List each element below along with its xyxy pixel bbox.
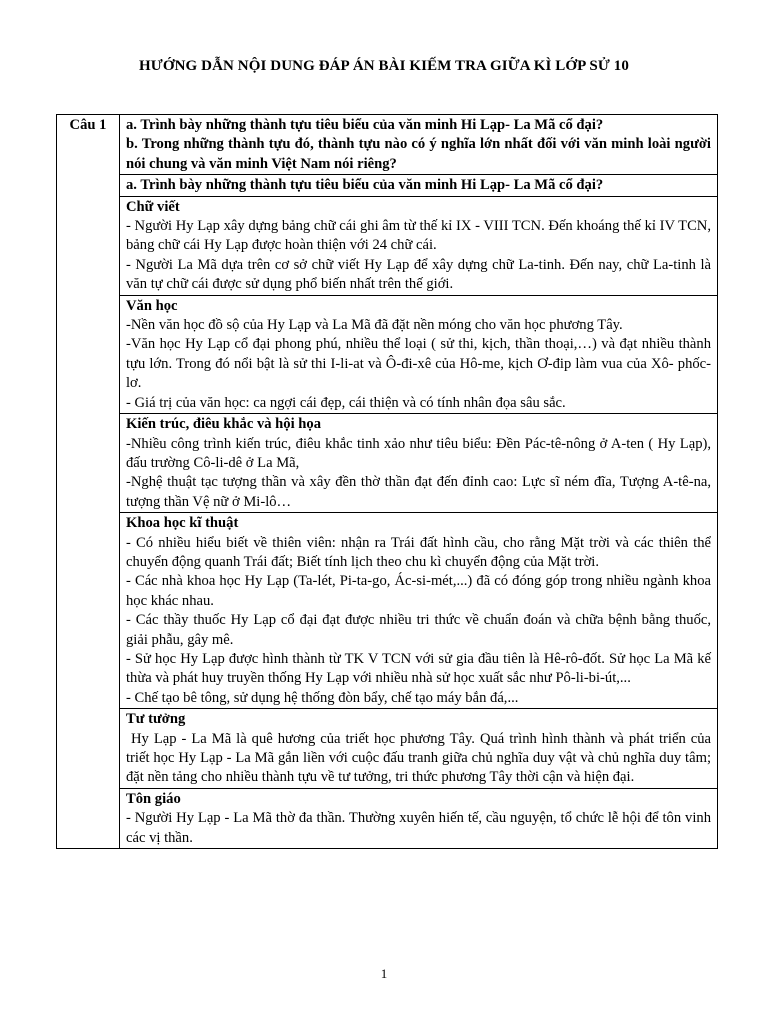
paragraph: -Nhiều công trình kiến trúc, điêu khắc tinh xảo như tiêu biểu: Đền Pác-tê-nông ở A-ten ( Hy Lạp), đấu trường Cô-li-dê ở La Mã, bbox=[126, 435, 711, 471]
section-chu-viet bbox=[120, 196, 718, 295]
paragraph: -Nền văn học đồ sộ của Hy Lạp và La Mã đã đặt nền móng cho văn học phương Tây. bbox=[126, 317, 623, 334]
paragraph: - Sử học Hy Lạp được hình thành từ TK V TCN với sử gia đầu tiên là Hê-rô-đốt. Sử học La Mã kế thừa và phát huy truyền thống Hy Lạp với nhiều nhà sử học xuất sắc như Pô-li-bi-út,... bbox=[126, 650, 711, 687]
paragraph: -Nghệ thuật tạc tượng thần và xây đền thờ thần đạt đến đỉnh cao: Lực sĩ ném đĩa, Tượng A-tê-na, tượng thần Vệ nữ ở Mi-lô… bbox=[126, 474, 711, 510]
paragraph: Hy Lạp - La Mã là quê hương của triết học phương Tây. Quá trình hình thành và phát triển của triết học Hy Lạp - La Mã gắn liền với cuộc đấu tranh giữa chủ nghĩa duy vật và chủ nghĩa duy tâm; đặt nền tảng cho nhiều thành tựu về tư tưởng, tri thức phương Tây thời cận và hiện đại. bbox=[126, 730, 711, 786]
question-part-b: b. Trong những thành tựu đó, thành tựu nào có ý nghĩa lớn nhất đối với văn minh loài người nói chung và văn minh Việt Nam nói riêng? bbox=[126, 136, 711, 172]
paragraph: - Người La Mã dựa trên cơ sở chữ viết Hy Lạp để xây dựng chữ La-tinh. Đến nay, chữ La-tinh là văn tự chữ cái được sử dụng phổ biến nhất trên thế giới. bbox=[126, 256, 711, 293]
question-cell bbox=[120, 115, 718, 175]
table-row-tu-tuong bbox=[57, 709, 718, 789]
table-row-kien-truc bbox=[57, 414, 718, 513]
section-heading-van-hoc: Văn học bbox=[126, 297, 178, 314]
paragraph: - Các thầy thuốc Hy Lạp cổ đại đạt được nhiều tri thức về chuẩn đoán và chữa bệnh bằng thuốc, giải phẫu, gây mê. bbox=[126, 612, 711, 648]
table-row-ton-giao bbox=[57, 788, 718, 848]
table-row-question bbox=[57, 115, 718, 175]
table-row-answer-heading bbox=[57, 175, 718, 196]
table-row-khoa-hoc bbox=[57, 513, 718, 709]
question-part-a: a. Trình bày những thành tựu tiêu biểu của văn minh Hi Lạp- La Mã cổ đại? bbox=[126, 117, 604, 133]
paragraph: - Chế tạo bê tông, sử dụng hệ thống đòn bẩy, chế tạo máy bắn đá,... bbox=[126, 689, 519, 706]
table-row-van-hoc bbox=[57, 295, 718, 413]
section-heading-ton-giao: Tôn giáo bbox=[126, 790, 181, 807]
paragraph: - Có nhiều hiểu biết về thiên viên: nhận ra Trái đất hình cầu, cho rằng Mặt trời và các thiên thể chuyển động quanh Trái đất; Biết tính lịch theo chu kì chuyển động của Mặt trời. bbox=[126, 534, 711, 570]
paragraph: - Giá trị của văn học: ca ngợi cái đẹp, cái thiện và có tính nhân đọa sâu sắc. bbox=[126, 394, 566, 411]
answer-table bbox=[56, 114, 718, 849]
section-kien-truc bbox=[120, 414, 718, 513]
section-heading-tu-tuong: Tư tưởng bbox=[126, 711, 186, 728]
table-row-chu-viet bbox=[57, 196, 718, 295]
section-van-hoc bbox=[120, 295, 718, 413]
paragraph: - Người Hy Lạp xây dựng bảng chữ cái ghi âm từ thế kỉ IX - VIII TCN. Đến khoáng thế kỉ IV TCN, bảng chữ cái Hy Lạp được hoàn thiện với 24 chữ cái. bbox=[126, 218, 711, 254]
section-khoa-hoc bbox=[120, 513, 718, 709]
paragraph: - Người Hy Lạp - La Mã thờ đa thần. Thường xuyên hiến tế, cầu nguyện, tổ chức lễ hội để tôn vinh các vị thần. bbox=[126, 810, 711, 846]
page-number: 1 bbox=[380, 966, 388, 981]
answer-heading: a. Trình bày những thành tựu tiêu biểu của văn minh Hi Lạp- La Mã cổ đại? bbox=[126, 177, 604, 194]
paragraph: - Các nhà khoa học Hy Lạp (Ta-lét, Pi-ta-go, Ác-si-mét,...) đã có đóng góp trong nhiều ngành khoa học khác nhau. bbox=[126, 573, 711, 609]
section-ton-giao bbox=[120, 788, 718, 848]
section-heading-kien-truc: Kiến trúc, điêu khắc và hội họa bbox=[126, 416, 322, 433]
question-label: Câu 1 bbox=[57, 115, 120, 849]
document-title: HƯỚNG DẪN NỘI DUNG ĐÁP ÁN BÀI KIẾM TRA GIỮA KÌ LỚP SỬ 10 bbox=[139, 58, 629, 74]
paragraph: -Văn học Hy Lạp cổ đại phong phú, nhiều thể loại ( sử thi, kịch, thần thoại,…) và đạt nhiều thành tựu lớn. Trong đó nổi bật là sử thi I-li-at và Ô-đi-xê của Hô-me, kịch Ơ-đip làm vua của Xô- phốc- lơ. bbox=[126, 336, 711, 392]
section-heading-khoa-hoc: Khoa học kĩ thuật bbox=[126, 515, 239, 532]
section-heading-chu-viet: Chữ viết bbox=[126, 198, 180, 215]
answer-heading-cell bbox=[120, 175, 718, 196]
section-tu-tuong bbox=[120, 709, 718, 789]
